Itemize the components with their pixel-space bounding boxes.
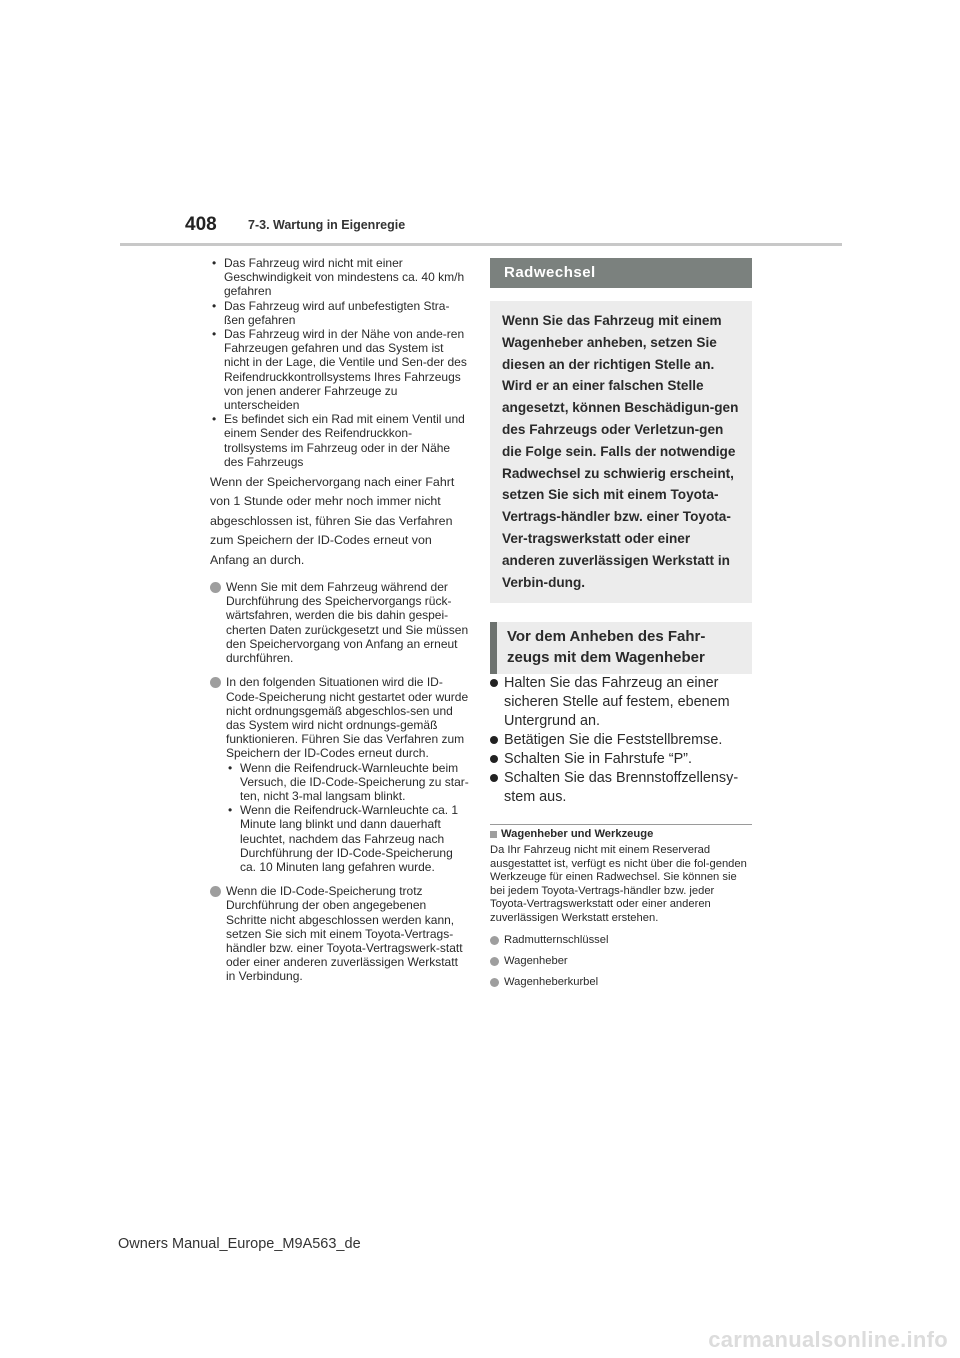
- header-divider: [120, 243, 842, 246]
- square-bullet-icon: [490, 831, 497, 838]
- list-item: • Das Fahrzeug wird auf unbefestigten Stra-ßen gefahren: [212, 298, 450, 327]
- bullet-icon: [490, 774, 498, 782]
- tools-description: Da Ihr Fahrzeug nicht mit einem Reserverad ausgestattet ist, verfügt es nicht über die fol-genden Werkzeuge für einen Radwechsel. Sie können sie bei jedem Toyota-Vertrags-händler bzw. jeder Toyota-Vertragswerkstatt oder einer anderen zuverlässigen Werkstatt erstehen.: [490, 844, 747, 924]
- subheading: Vor dem Anheben des Fahr-zeugs mit dem Wagenheber: [490, 622, 752, 674]
- dot-list-2: [226, 761, 470, 875]
- bullet-icon: [490, 736, 498, 744]
- circle-bullet-icon: [490, 978, 499, 987]
- note-item: Wenn Sie mit dem Fahrzeug während der Durchführung des Speichervorgangs rück-wärtsfahren, werden die bis dahin gespei-cherten Daten zurückgesetzt und Sie müssen den Speichervorgang von Anfang an erneut durchführen.: [210, 580, 470, 665]
- list-item: • Es befindet sich ein Rad mit einem Ventil und einem Sender des Reifendruckkon-trollsystems im Fahrzeug oder in der Nähe des Fahrzeugs: [212, 412, 465, 469]
- tools-heading: Wagenheber und Werkzeuge: [490, 828, 752, 840]
- list-item: Schalten Sie in Fahrstufe “P”.: [490, 750, 752, 769]
- list-item: • Wenn die Reifendruck-Warnleuchte ca. 1 Minute lang blinkt und dann dauerhaft leuchtet, nachdem das Fahrzeug nach Durchführung der ID-Code-Speicherung ca. 10 Minuten lang gefahren wurde.: [228, 803, 459, 874]
- list-item: Radmutternschlüssel: [490, 934, 752, 946]
- circle-bullet-icon: [210, 677, 221, 688]
- list-item: Wagenheber: [490, 955, 752, 967]
- dot-list-1: [210, 256, 470, 469]
- warning-box: Wenn Sie das Fahrzeug mit einem Wagenheber anheben, setzen Sie diesen an der richtigen Stelle an. Wird er an einer falschen Stelle angesetzt, können Beschädigun-gen des Fahrzeugs oder Verletzun-gen die Folge sein. Falls der notwendige Radwechsel zu schwierig erscheint, setzen Sie sich mit einem Toyota-Vertrags-händler bzw. einer Toyota-Ver-tragswerkstatt oder einer anderen zuverlässigen Werkstatt in Verbin-dung.: [490, 301, 752, 603]
- list-item: Betätigen Sie die Feststellbremse.: [490, 731, 752, 750]
- note-item: Wenn die ID-Code-Speicherung trotz Durchführung der oben angegebenen Schritte nicht abgeschlossen werden kann, setzen Sie sich mit einem Toyota-Vertrags-händler bzw. einer Toyota-Vertragswerk-statt oder einer anderen zuverlässigen Werkstatt in Verbindung.: [210, 884, 470, 983]
- circle-bullet-icon: [490, 957, 499, 966]
- list-item: Halten Sie das Fahrzeug an einer sicheren Stelle auf festem, ebenem Untergrund an.: [490, 674, 752, 731]
- watermark: carmanualsonline.info: [708, 1327, 948, 1352]
- page-number: 408: [185, 214, 217, 235]
- bullet-icon: [490, 679, 498, 687]
- list-item: Schalten Sie das Brennstoffzellensy-stem aus.: [490, 769, 752, 807]
- paragraph-repeat-procedure: Wenn der Speichervorgang nach einer Fahrt von 1 Stunde oder mehr noch immer nicht abgeschlossen ist, führen Sie das Verfahren zum Speichern der ID-Codes erneut von Anfang an durch.: [210, 475, 455, 567]
- footer-text: Owners Manual_Europe_M9A563_de: [118, 1236, 361, 1252]
- circle-bullet-icon: [210, 886, 221, 897]
- list-item: • Das Fahrzeug wird nicht mit einer Geschwindigkeit von mindestens ca. 40 km/h gefahren: [212, 256, 465, 299]
- section-header: 7-3. Wartung in Eigenregie: [248, 218, 406, 232]
- circle-bullet-icon: [210, 582, 221, 593]
- list-item: • Das Fahrzeug wird in der Nähe von ande-ren Fahrzeugen gefahren und das System ist nicht in der Lage, die Ventile und Sen-der des Reifendruckkontrollsystems Ihres Fahrzeugs von jenen anderer Fahrzeuge zu unterscheiden: [212, 327, 467, 413]
- divider: [490, 824, 752, 825]
- list-item: • Wenn die Reifendruck-Warnleuchte beim Versuch, die ID-Code-Speicherung zu star-ten, nicht 3-mal langsam blinkt.: [228, 760, 469, 803]
- left-column: [210, 256, 470, 984]
- note-item: In den folgenden Situationen wird die ID-Code-Speicherung nicht gestartet oder wurde nicht ordnungsgemäß abgeschlos-sen und das System wird nicht ordnungs-gemäß funktionieren. Führen Sie das Verfahren zum Speichern der ID-Codes erneut durch. • Wenn die Reifendruck-Warnleuchte beim Versuch, die ID-Code-Speicherung zu star-ten, nicht 3-mal langsam blinkt. • Wenn die Reifendruck-Warnleuchte ca. 1 Minute lang blinkt und dann dauerhaft leuchtet, nachdem das Fahrzeug nach Durchführung der ID-Code-Speicherung ca. 10 Minuten lang gefahren wurde.: [210, 675, 470, 874]
- right-column: [490, 258, 752, 988]
- bullet-icon: [490, 755, 498, 763]
- circle-bullet-icon: [490, 936, 499, 945]
- list-item: Wagenheberkurbel: [490, 976, 752, 988]
- steps-list: [490, 674, 752, 807]
- section-title: Radwechsel: [490, 258, 752, 288]
